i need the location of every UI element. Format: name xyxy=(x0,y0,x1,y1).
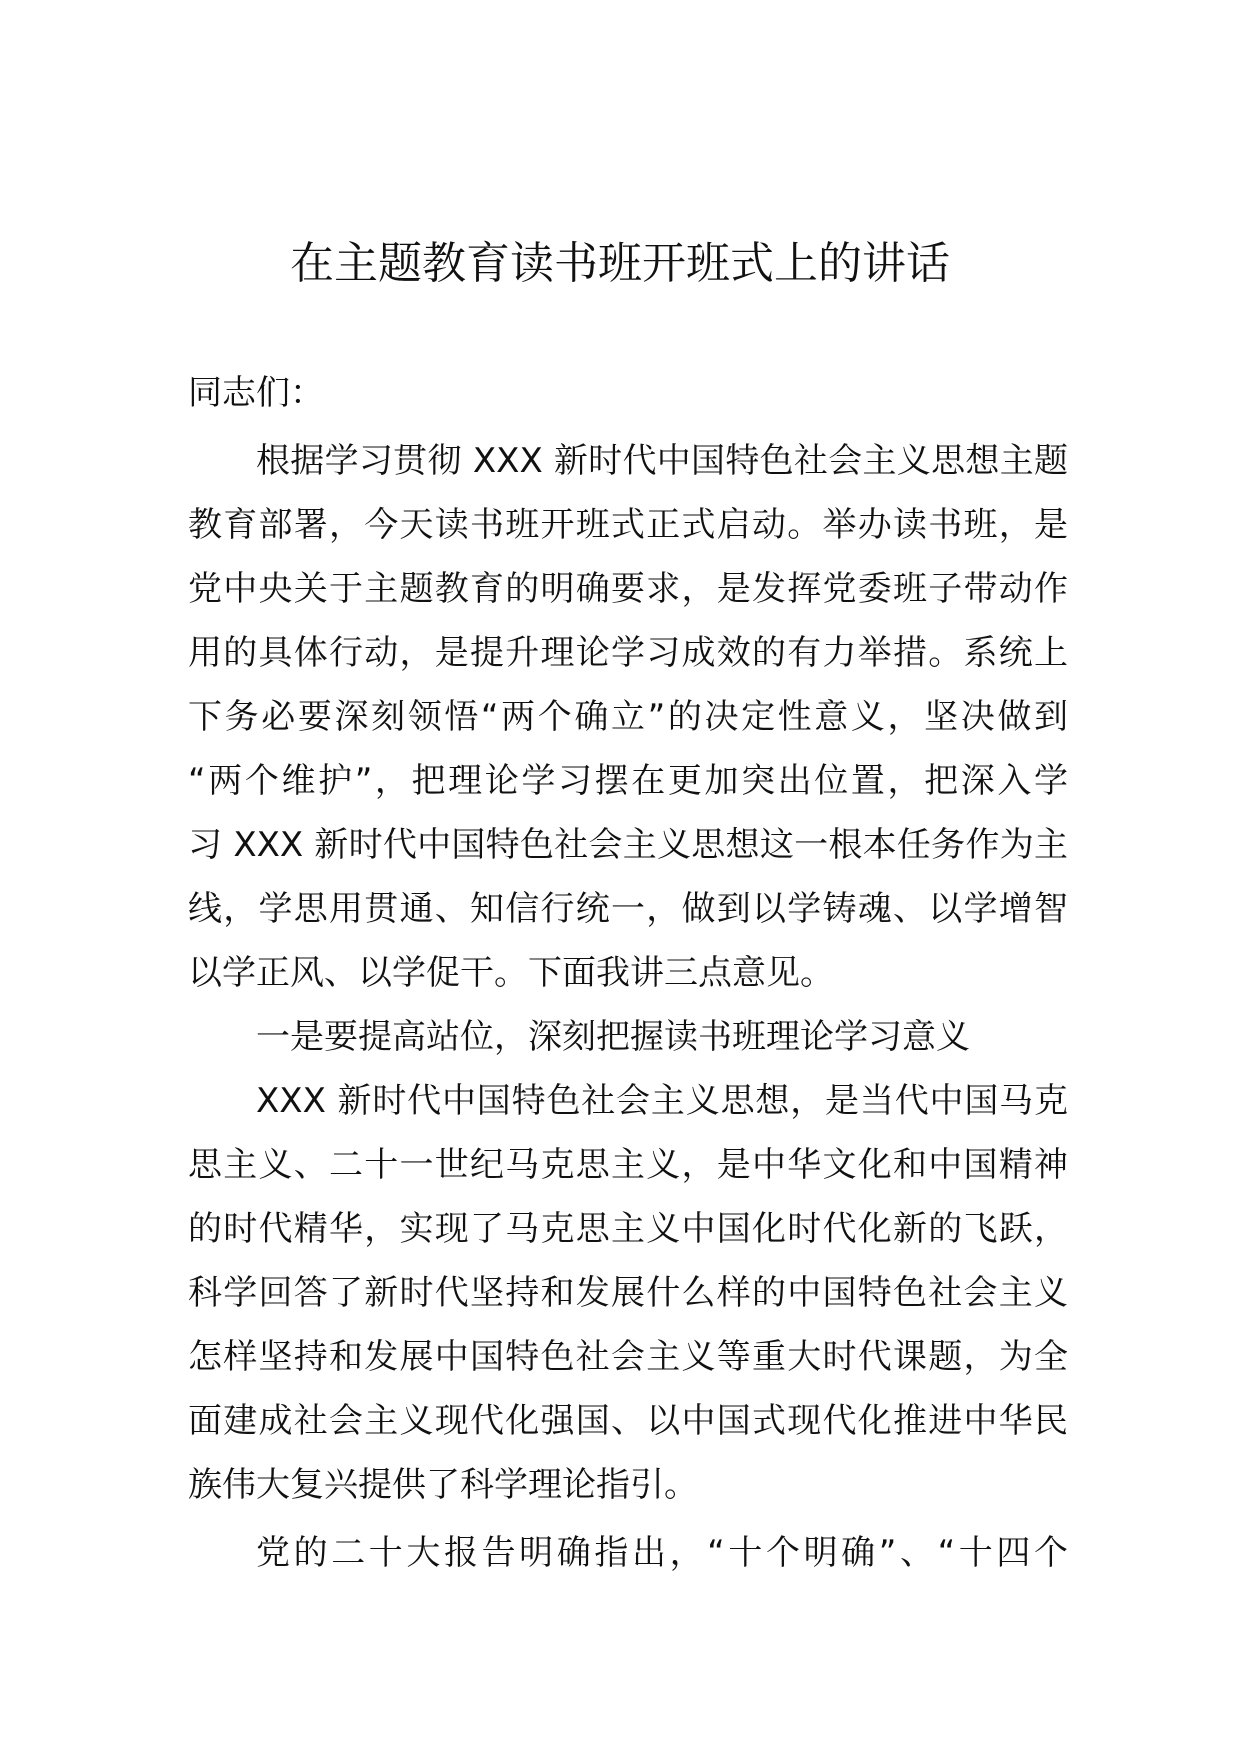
paragraph-1-line-5: 下务必要深刻领悟“两个确立”的决定性意义，坚决做到 xyxy=(188,697,1068,737)
paragraph-2-line-2: 思主义、二十一世纪马克思主义，是中华文化和中国精神 xyxy=(188,1145,1068,1185)
paragraph-2-line-4: 科学回答了新时代坚持和发展什么样的中国特色社会主义 xyxy=(188,1273,1068,1313)
paragraph-1-line-4: 用的具体行动，是提升理论学习成效的有力举措。系统上 xyxy=(188,633,1068,673)
paragraph-2-line-6: 面建成社会主义现代化强国、以中国式现代化推进中华民 xyxy=(188,1401,1068,1441)
paragraph-2-line-5: 怎样坚持和发展中国特色社会主义等重大时代课题，为全 xyxy=(188,1337,1068,1377)
paragraph-3-line-1: 党的二十大报告明确指出，“十个明确”、“十四个 xyxy=(256,1533,1068,1573)
paragraph-1-line-8: 线，学思用贯通、知信行统一，做到以学铸魂、以学增智 xyxy=(188,889,1068,929)
paragraph-1-line-7: 习 XXX 新时代中国特色社会主义思想这一根本任务作为主 xyxy=(188,825,1068,865)
paragraph-2-line-3: 的时代精华，实现了马克思主义中国化时代化新的飞跃， xyxy=(188,1209,1068,1249)
paragraph-2-line-1: XXX 新时代中国特色社会主义思想，是当代中国马克 xyxy=(256,1081,1068,1121)
paragraph-1-line-6: “两个维护”，把理论学习摆在更加突出位置，把深入学 xyxy=(188,761,1068,801)
paragraph-1-line-3: 党中央关于主题教育的明确要求，是发挥党委班子带动作 xyxy=(188,569,1068,609)
paragraph-1-line-9: 以学正风、以学促干。下面我讲三点意见。 xyxy=(188,953,834,993)
section-heading-1: 一是要提高站位，深刻把握读书班理论学习意义 xyxy=(256,1017,970,1057)
document-title: 在主题教育读书班开班式上的讲话 xyxy=(290,238,950,289)
paragraph-2-line-7: 族伟大复兴提供了科学理论指引。 xyxy=(188,1465,698,1505)
paragraph-1-line-1: 根据学习贯彻 XXX 新时代中国特色社会主义思想主题 xyxy=(256,441,1068,481)
paragraph-1-line-2: 教育部署，今天读书班开班式正式启动。举办读书班，是 xyxy=(188,505,1068,545)
salutation: 同志们： xyxy=(188,373,324,413)
